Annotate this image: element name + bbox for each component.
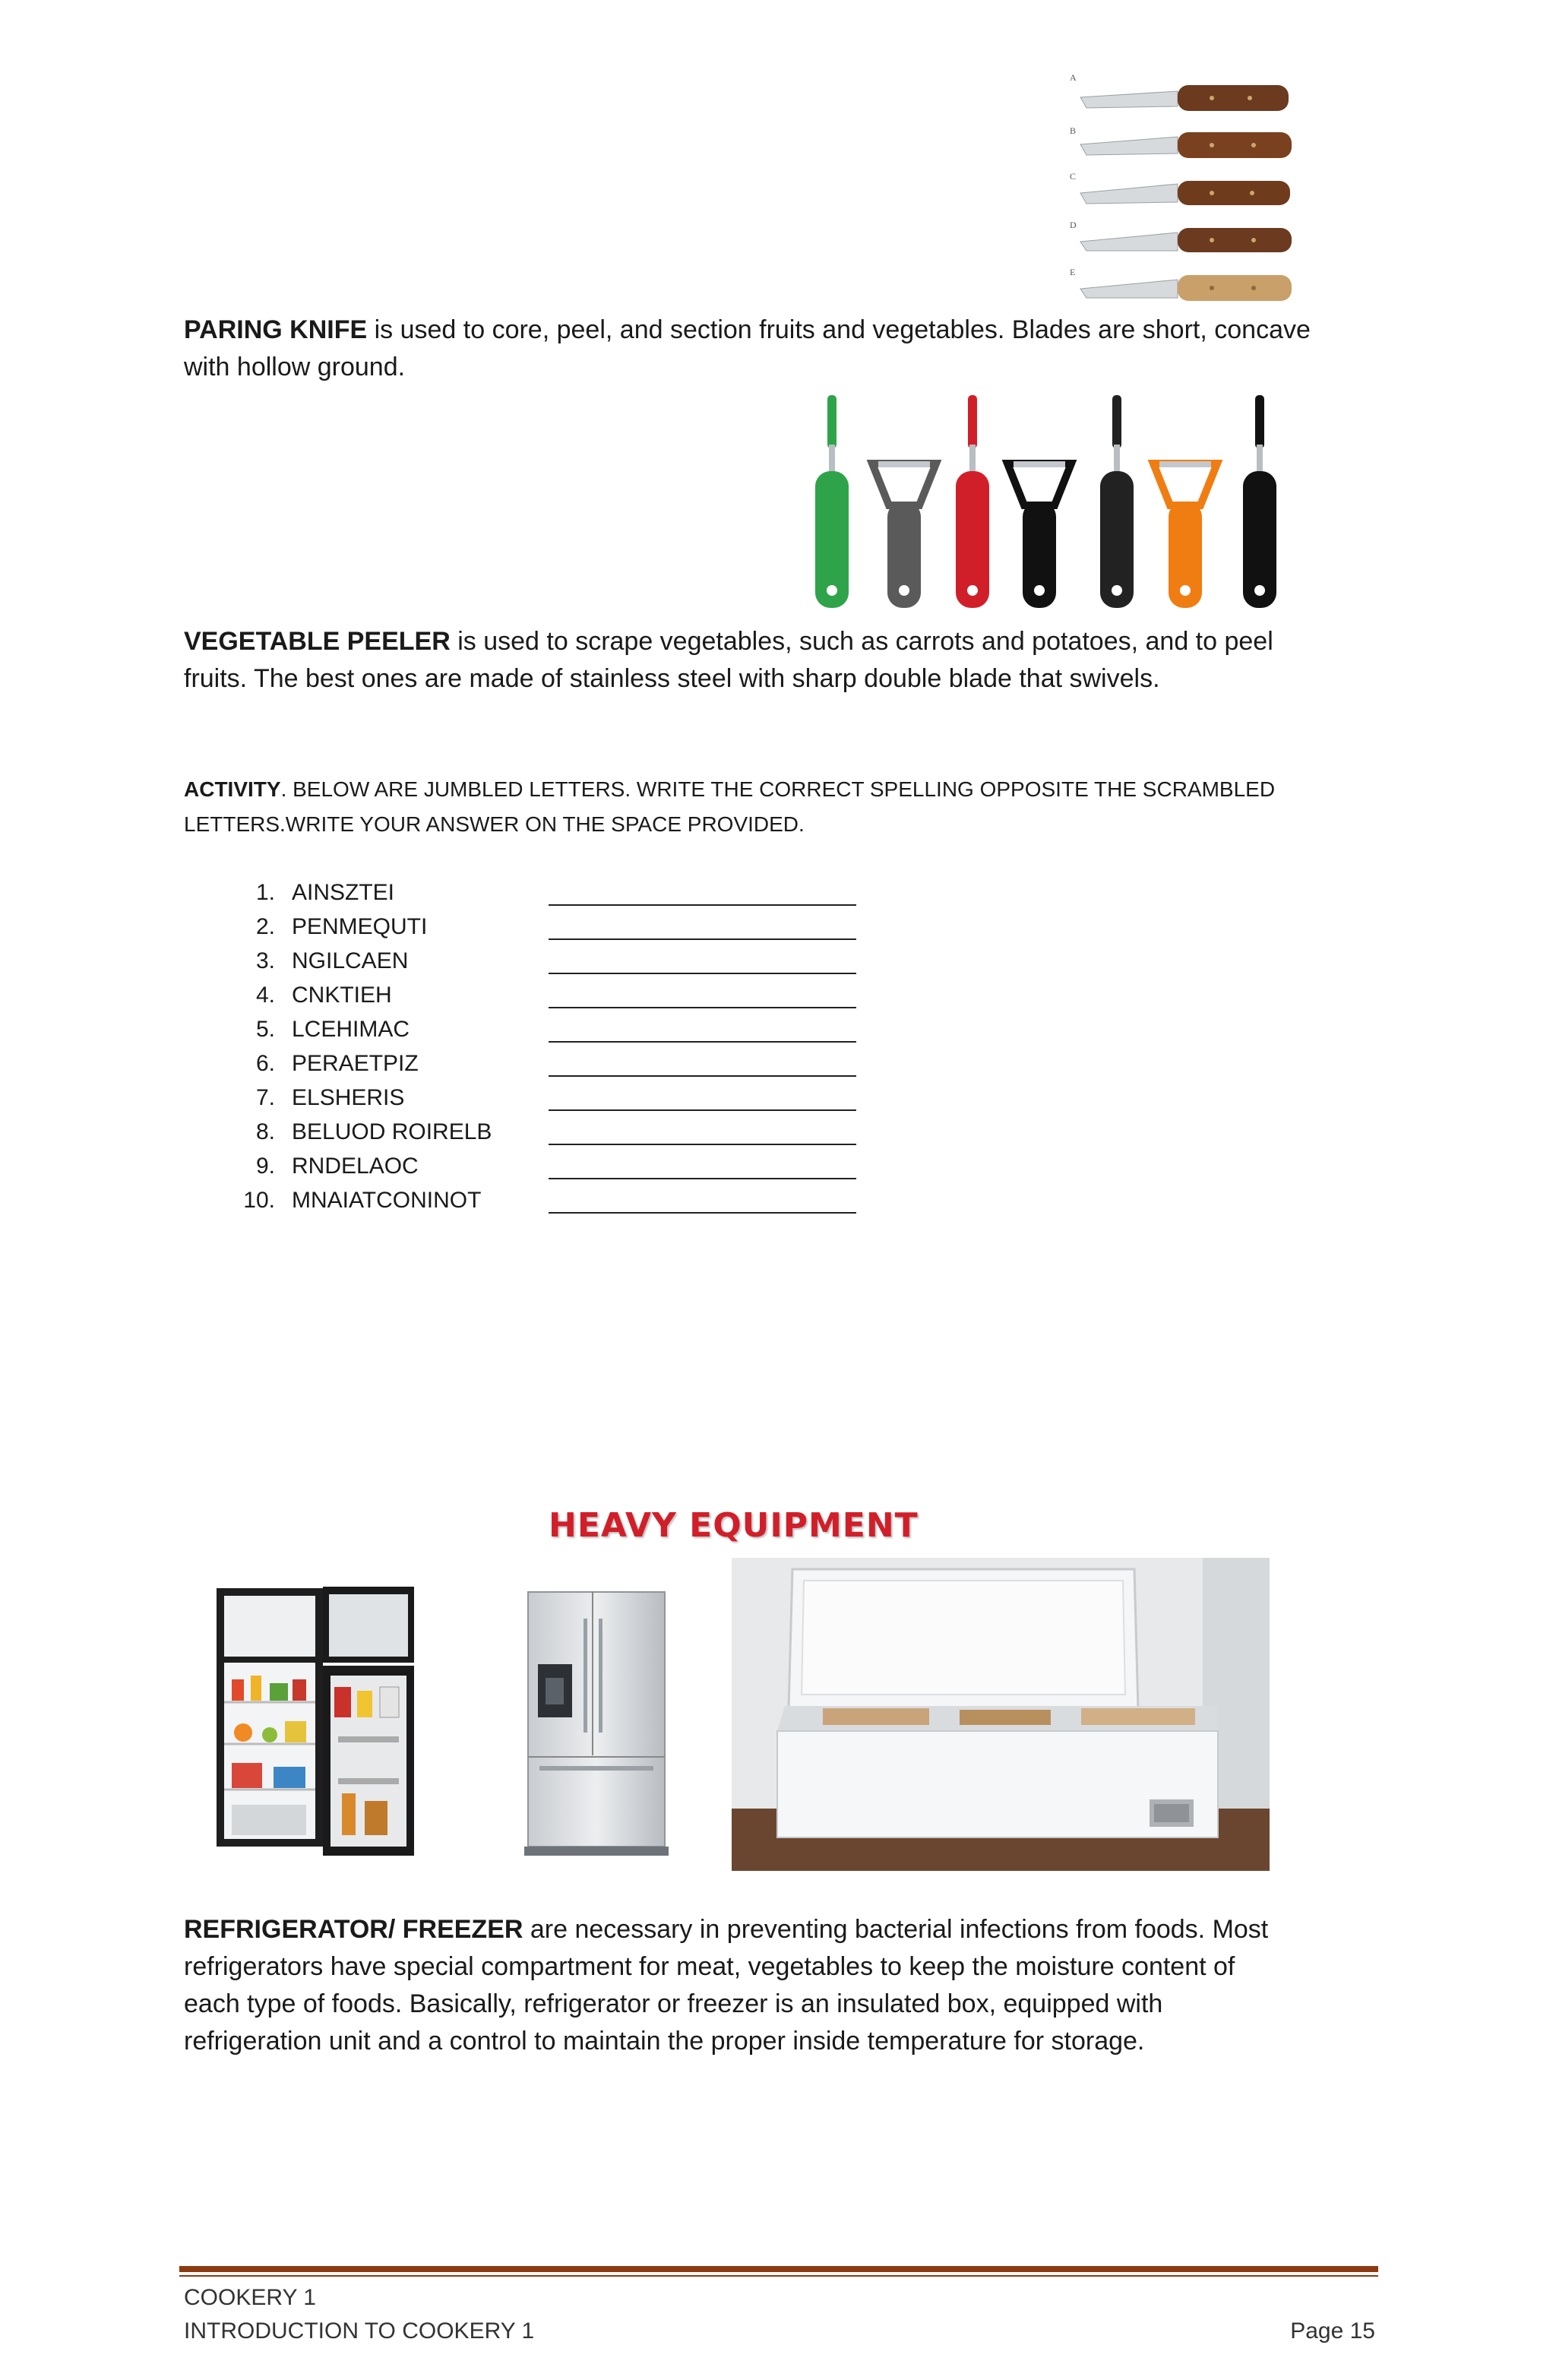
peeler-line-2: fruits. The best ones are made of stainless steel with sharp double blade that swivels. [184, 664, 1160, 693]
answer-blank[interactable] [549, 1109, 856, 1111]
footer-course: COOKERY 1 [184, 2285, 316, 2310]
answer-blank[interactable] [549, 973, 856, 974]
list-item: 6. PERAETPIZ [228, 1046, 565, 1081]
open-refrigerator-image [209, 1581, 429, 1862]
peeler-7 [1243, 395, 1276, 608]
vegetable-peeler-description [184, 623, 1384, 698]
answer-blank[interactable] [549, 904, 856, 906]
answer-blank[interactable] [549, 1212, 856, 1214]
activity-label: ACTIVITY [184, 777, 281, 801]
list-item: 9. RNDELAOC [228, 1149, 565, 1183]
activity-instructions [184, 772, 1399, 842]
refrigerator-freezer-description [184, 1911, 1384, 2060]
refrigerator-freezer-term: REFRIGERATOR/ FREEZER [184, 1915, 523, 1944]
scrambled-word: ELSHERIS [292, 1085, 405, 1110]
fridge-line-1: REFRIGERATOR/ FREEZER are necessary in preventing bacterial infections from foods. Most [184, 1915, 1269, 1944]
knife-b [1080, 132, 1292, 158]
peeler-4 [1007, 461, 1071, 608]
list-item: 1. AINSZTEI [228, 875, 565, 910]
paring-line-1: PARING KNIFE is used to core, peel, and section fruits and vegetables. Blades are short, concave [184, 315, 1311, 344]
list-item: 3. NGILCAEN [228, 944, 565, 978]
knife-a [1080, 85, 1289, 111]
paring-knife-term: PARING KNIFE [184, 315, 368, 344]
list-item: 10. MNAIATCONINOT [228, 1183, 565, 1217]
knife-c [1080, 181, 1290, 205]
footer-subtitle: INTRODUCTION TO COOKERY 1 [184, 2318, 535, 2344]
scrambled-word: PENMEQUTI [292, 914, 428, 939]
activity-line-2: LETTERS.WRITE YOUR ANSWER ON THE SPACE PROVIDED. [184, 812, 805, 836]
side-by-side-refrigerator-image [524, 1588, 669, 1858]
peeler-1 [815, 395, 849, 608]
peeler-5 [1100, 395, 1134, 608]
scrambled-word: NGILCAEN [292, 948, 409, 973]
scrambled-word: MNAIATCONINOT [292, 1188, 482, 1213]
scrambled-word: PERAETPIZ [292, 1051, 419, 1076]
answer-blank[interactable] [549, 938, 856, 940]
list-item: 5. LCEHIMAC [228, 1012, 565, 1046]
knife-label-b: B [1070, 125, 1077, 136]
list-item: 2. PENMEQUTI [228, 910, 565, 944]
scrambled-word: AINSZTEI [292, 880, 395, 905]
paring-knife-description [184, 312, 1384, 386]
list-item: 8. BELUOD ROIRELB [228, 1115, 565, 1149]
scrambled-word: CNKTIEH [292, 983, 392, 1008]
fridge-line-4: refrigeration unit and a control to maintain the proper inside temperature for storage. [184, 2027, 1145, 2056]
fridge-line-3: each type of foods. Basically, refrigerator or freezer is an insulated box, equipped with [184, 1989, 1163, 2018]
heavy-equipment-title: HEAVY EQUIPMENT [549, 1506, 919, 1545]
peeler-6 [1153, 461, 1217, 608]
vegetable-peelers-image [805, 391, 1292, 616]
paring-knives-image [1064, 68, 1299, 312]
peeler-line-1: VEGETABLE PEELER is used to scrape vegetables, such as carrots and potatoes, and to peel [184, 627, 1273, 656]
answer-blank[interactable] [549, 1144, 856, 1145]
scrambled-word: LCEHIMAC [292, 1017, 410, 1042]
list-item: 4. CNKTIEH [228, 978, 565, 1012]
answer-blank[interactable] [549, 1178, 856, 1179]
peeler-2 [872, 461, 936, 608]
scrambled-word: RNDELAOC [292, 1154, 419, 1179]
footer-rule [179, 2266, 1378, 2272]
fridge-line-2: refrigerators have special compartment for meat, vegetables to keep the moisture content of [184, 1952, 1235, 1981]
knife-label-c: C [1070, 171, 1077, 182]
vegetable-peeler-term: VEGETABLE PEELER [184, 627, 451, 656]
knife-d [1080, 228, 1292, 252]
knife-label-d: D [1070, 220, 1077, 230]
peeler-3 [956, 395, 989, 608]
footer-rule-thin [179, 2275, 1378, 2277]
answer-blank[interactable] [549, 1041, 856, 1043]
answer-blank[interactable] [549, 1007, 856, 1008]
answer-blank[interactable] [549, 1075, 856, 1077]
activity-line-1: ACTIVITY. BELOW ARE JUMBLED LETTERS. WRITE THE CORRECT SPELLING OPPOSITE THE SCRAMBLED [184, 777, 1276, 801]
scrambled-word: BELUOD ROIRELB [292, 1119, 492, 1144]
page-number: Page 15 [1290, 2318, 1375, 2344]
knife-e [1080, 275, 1292, 301]
paring-line-2: with hollow ground. [184, 353, 406, 381]
knife-label-e: E [1070, 267, 1076, 277]
knife-label-a: A [1070, 72, 1077, 83]
chest-freezer-image [732, 1558, 1270, 1871]
list-item: 7. ELSHERIS [228, 1081, 565, 1115]
